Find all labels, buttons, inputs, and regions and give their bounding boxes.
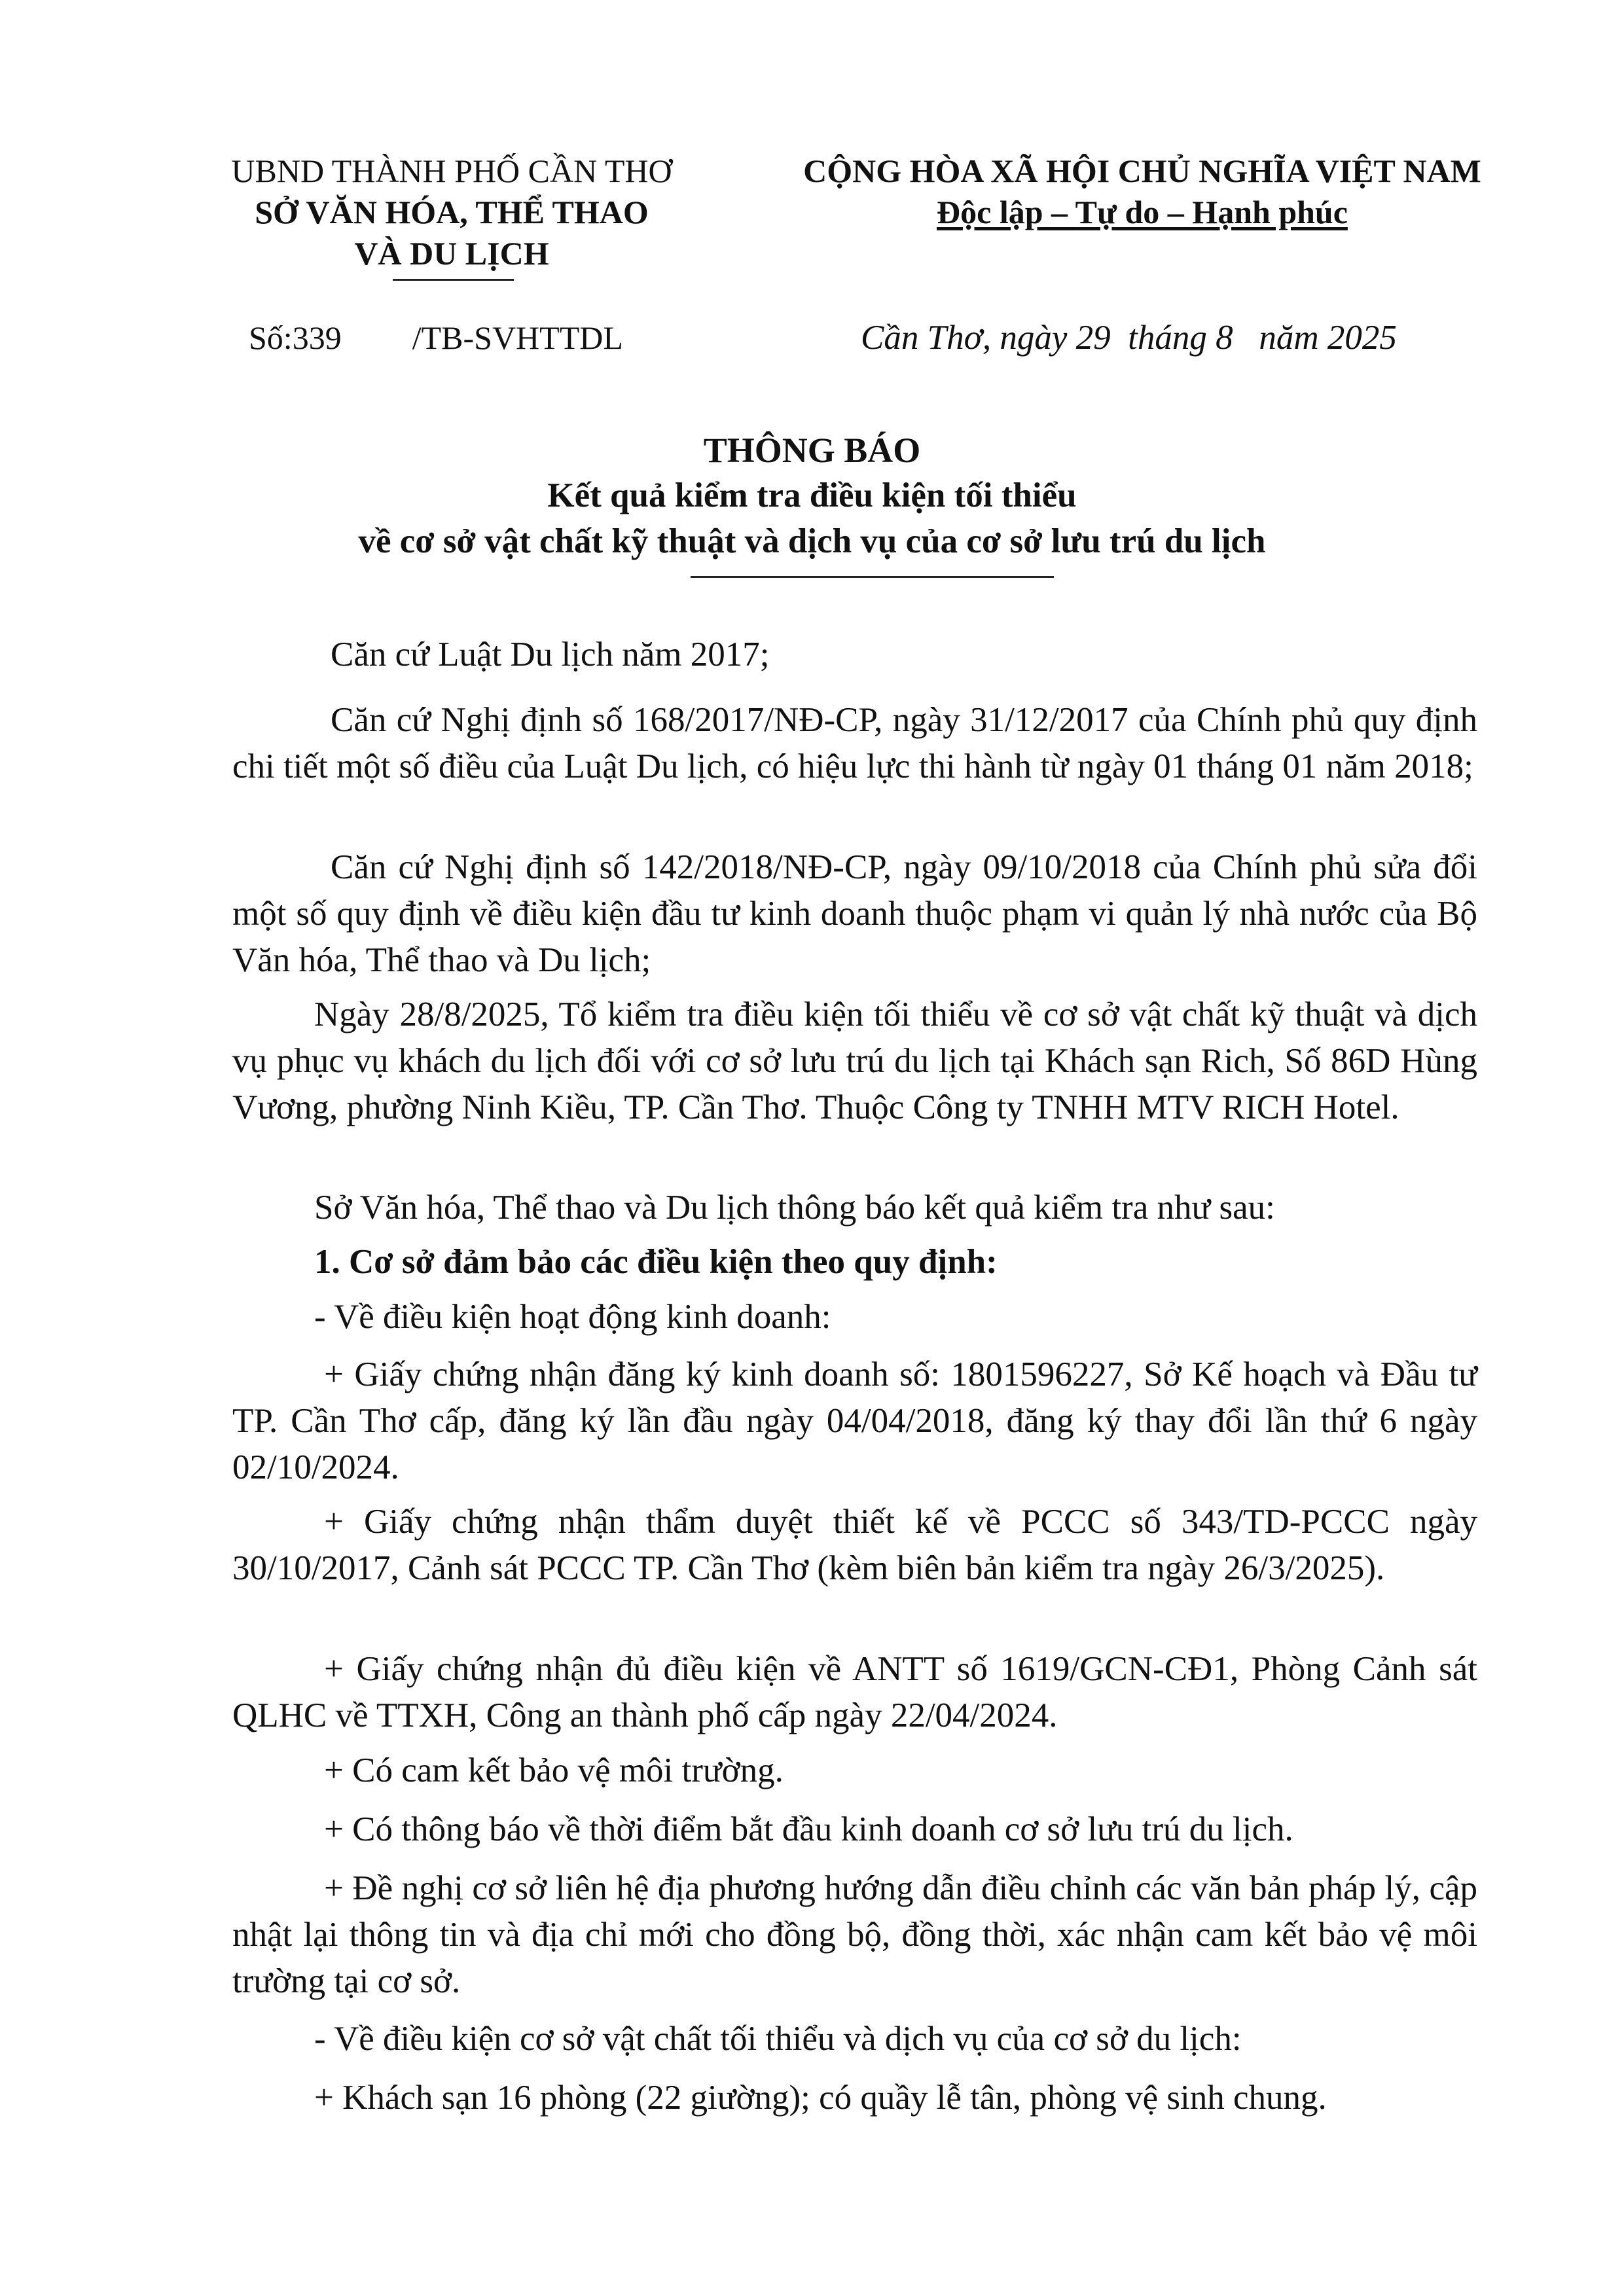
basis-tourism-law: Căn cứ Luật Du lịch năm 2017; [331, 636, 770, 673]
item-business-registration: + Giấy chứng nhận đăng ký kinh doanh số: 1801596227, Sở Kế hoạch và Đầu tư TP. Cần Thơ cấp, đăng ký lần đầu ngày 04/04/2018, đăng ký thay đổi lần thứ 6 ngày 02/10/2024. [232, 1355, 1477, 1486]
item-environment-commitment: + Có cam kết bảo vệ môi trường. [324, 1751, 784, 1789]
doc-number [249, 317, 623, 358]
inspection-paragraph: Ngày 28/8/2025, Tổ kiểm tra điều kiện tối thiểu về cơ sở vật chất kỹ thuật và dịch vụ phục vụ khách du lịch đối với cơ sở lưu trú du lịch tại Khách sạn Rich, Số 86D Hùng Vương, phường Ninh Kiều, TP. Cần Thơ. Thuộc Công ty TNHH MTV RICH Hotel. [232, 996, 1477, 1126]
basis-decree-168: Căn cứ Nghị định số 168/2017/NĐ-CP, ngày 31/12/2017 của Chính phủ quy định chi tiết một số điều của Luật Du lịch, có hiệu lực thi hành từ ngày 01 tháng 01 năm 2018; [232, 701, 1477, 785]
doc-number-prefix: Số:339 [249, 319, 342, 356]
facility-conditions-heading: - Về điều kiện cơ sở vật chất tối thiểu và dịch vụ của cơ sở du lịch: [314, 2020, 1242, 2058]
business-conditions-heading: - Về điều kiện hoạt động kinh doanh: [314, 1298, 831, 1336]
item-security-certificate: + Giấy chứng nhận đủ điều kiện về ANTT số 1619/GCN-CĐ1, Phòng Cảnh sát QLHC về TTXH, Công an thành phố cấp ngày 22/04/2024. [232, 1650, 1477, 1734]
org-underline [393, 279, 514, 281]
national-title: CỘNG HÒA XÃ HỘI CHỦ NGHĨA VIỆT NAM [803, 152, 1481, 189]
document-subtitle-line2: về cơ sở vật chất kỹ thuật và dịch vụ của cơ sở lưu trú du lịch [358, 522, 1266, 560]
announcement-intro: Sở Văn hóa, Thể thao và Du lịch thông báo kết quả kiểm tra như sau: [314, 1189, 1275, 1227]
org-name-line1: SỞ VĂN HÓA, THỂ THAO [255, 194, 649, 230]
item-fire-safety: + Giấy chứng nhận thẩm duyệt thiết kế về PCCC số 343/TD-PCCC ngày 30/10/2017, Cảnh sát PCCC TP. Cần Thơ (kèm biên bản kiểm tra ngày 26/3/2025). [232, 1503, 1477, 1587]
item-recommendation: + Đề nghị cơ sở liên hệ địa phương hướng dẫn điều chỉnh các văn bản pháp lý, cập nhật lại thông tin và địa chỉ mới cho đồng bộ, đồng thời, xác nhận cam kết bảo vệ môi trường tại cơ sở. [232, 1869, 1477, 2000]
org-name-line2: VÀ DU LỊCH [354, 235, 549, 272]
document-subtitle-line1: Kết quả kiểm tra điều kiện tối thiểu [547, 476, 1077, 514]
item-hotel-rooms: + Khách sạn 16 phòng (22 giường); có quầy lễ tân, phòng vệ sinh chung. [314, 2079, 1327, 2117]
section-1-heading: 1. Cơ sở đảm bảo các điều kiện theo quy định: [314, 1243, 998, 1281]
title-underline [691, 576, 1054, 578]
place-date: Cần Thơ, ngày 29 tháng 8 năm 2025 [861, 319, 1397, 357]
national-motto: Độc lập – Tự do – Hạnh phúc [937, 194, 1348, 230]
org-parent: UBND THÀNH PHỐ CẦN THƠ [231, 152, 672, 189]
basis-decree-142: Căn cứ Nghị định số 142/2018/NĐ-CP, ngày 09/10/2018 của Chính phủ sửa đổi một số quy định về điều kiện đầu tư kinh doanh thuộc phạm vi quản lý nhà nước của Bộ Văn hóa, Thể thao và Du lịch; [232, 848, 1477, 979]
document-title: THÔNG BÁO [703, 431, 921, 470]
item-business-start-notice: + Có thông báo về thời điểm bắt đầu kinh doanh cơ sở lưu trú du lịch. [324, 1810, 1293, 1848]
doc-number-suffix: /TB-SVHTTDL [412, 319, 623, 356]
